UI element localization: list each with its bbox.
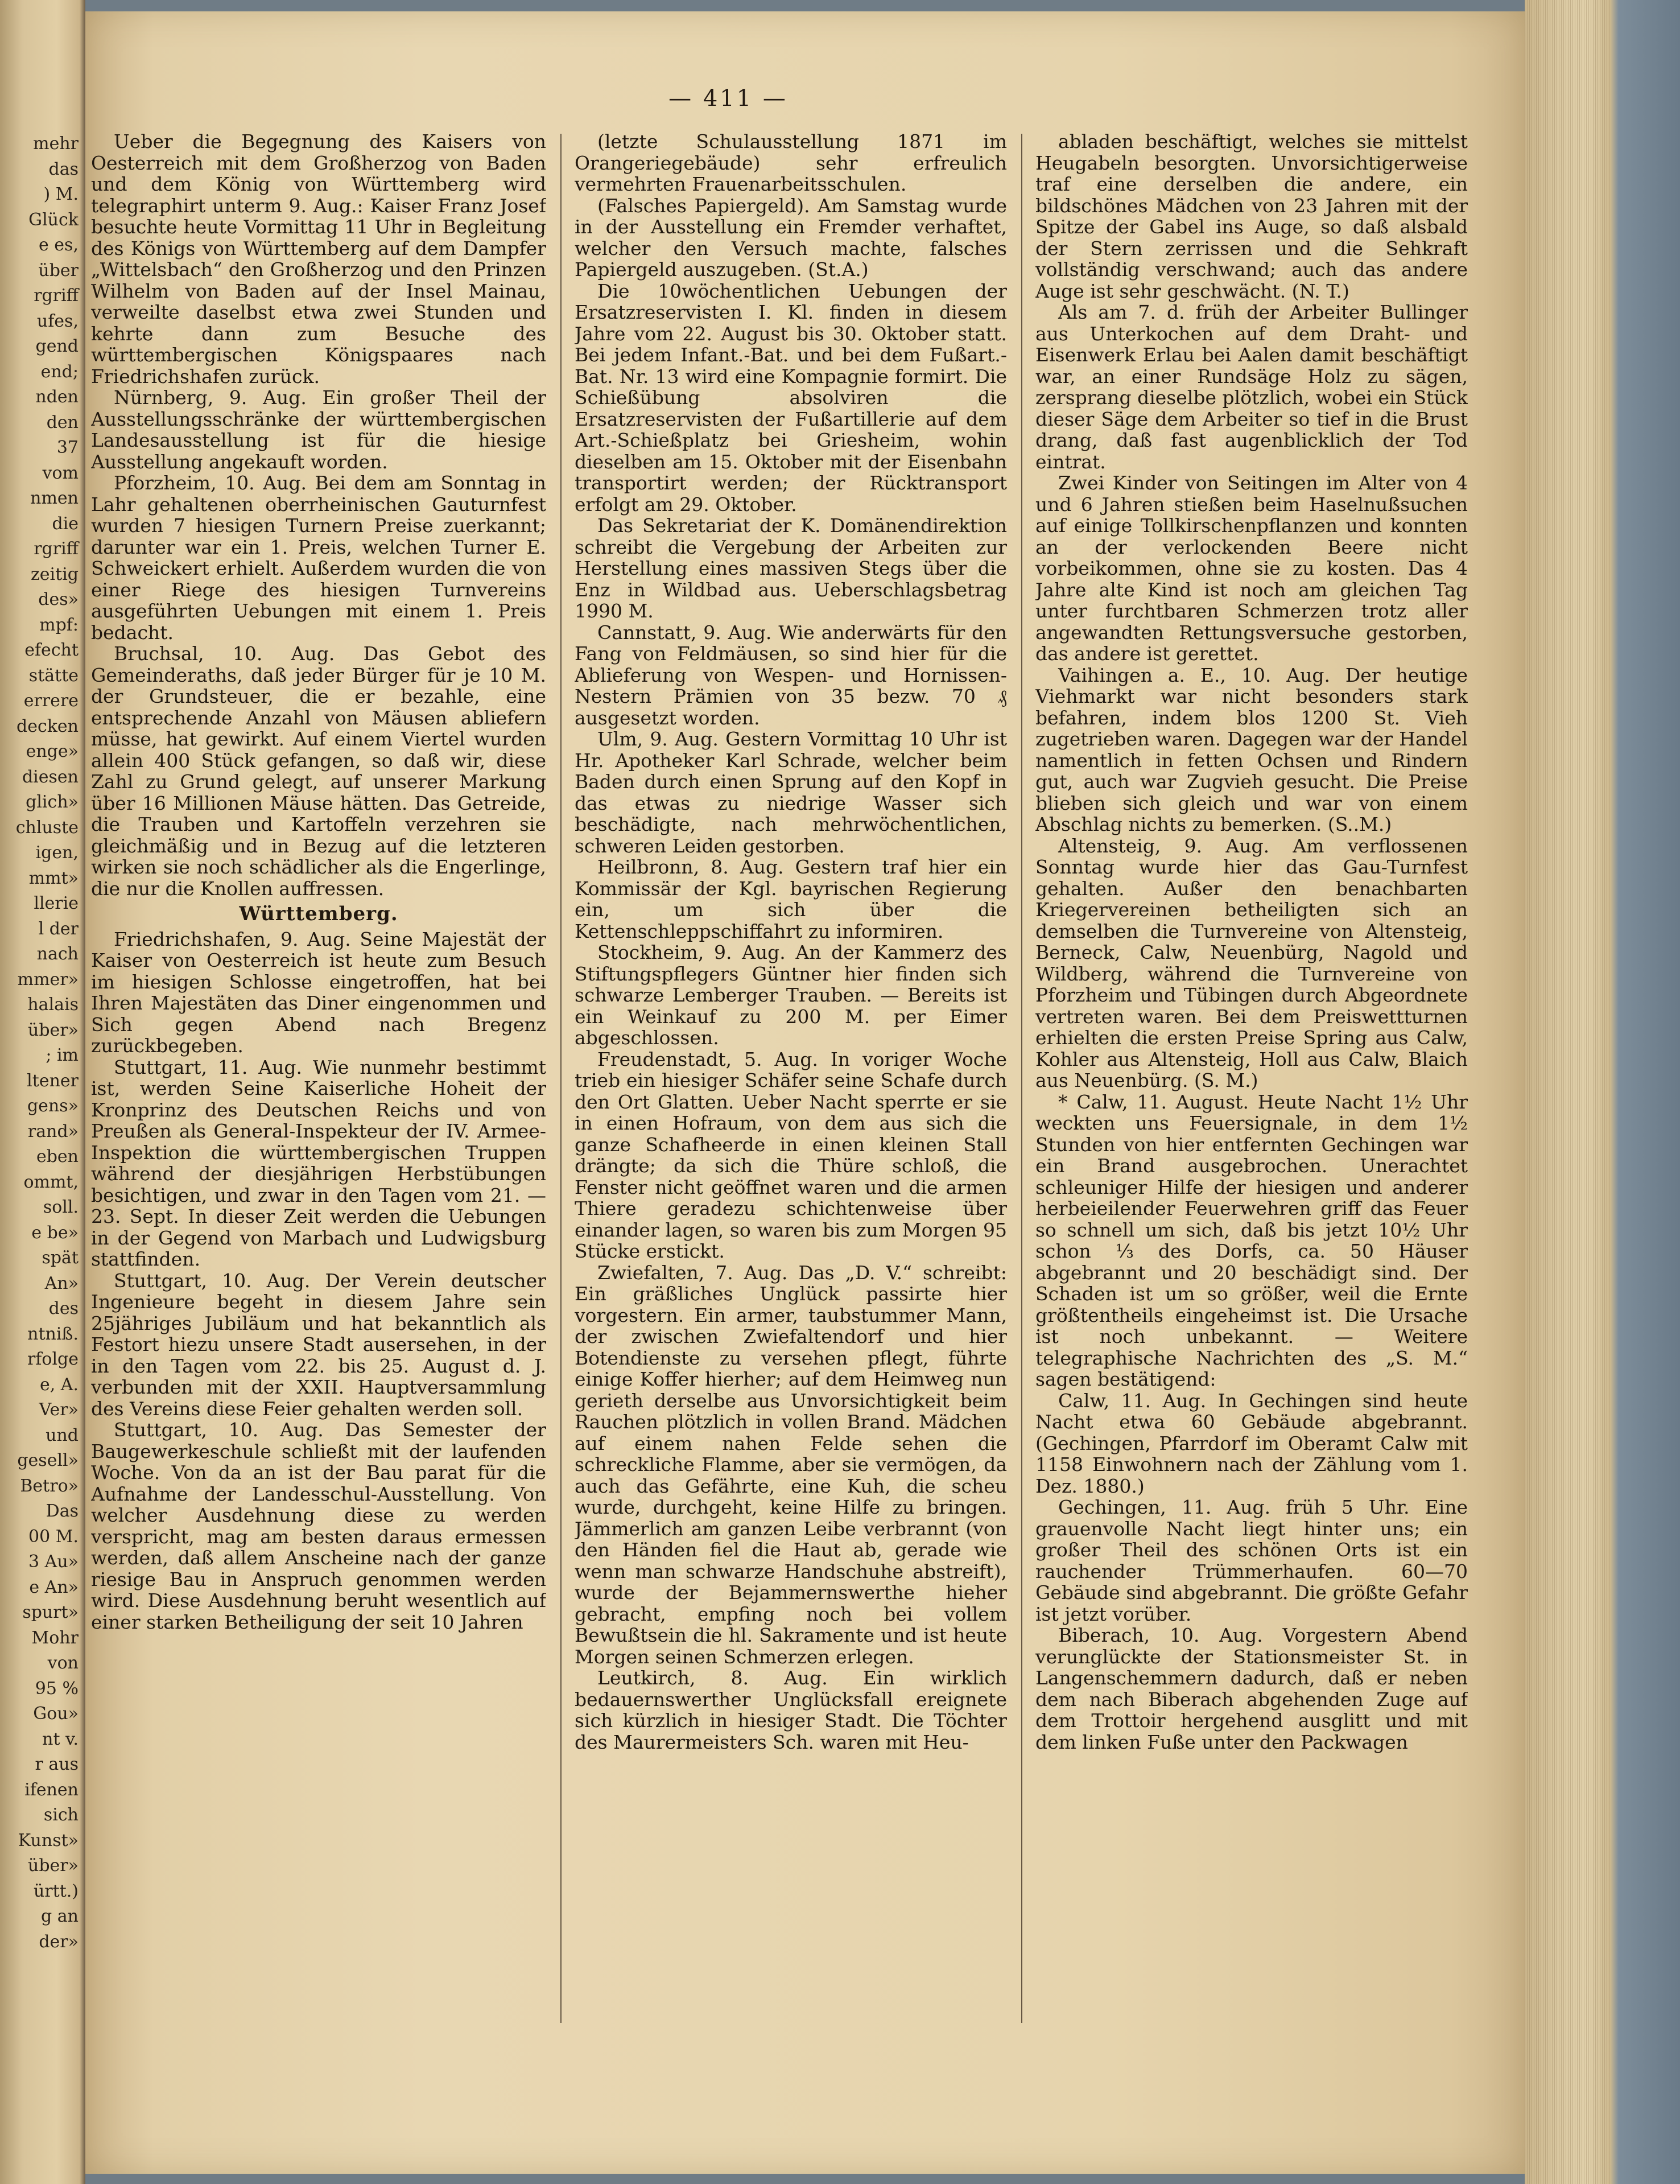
margin-fragment: llerie (34, 893, 79, 913)
column-3 (1035, 131, 1468, 2026)
margin-fragment: mmer» (17, 969, 79, 990)
book-binding-edge (1525, 0, 1680, 2184)
margin-fragment: den (46, 412, 79, 432)
column-1 (91, 131, 546, 2026)
margin-fragment: des (48, 1299, 79, 1318)
margin-fragment: errere (23, 691, 79, 711)
article-paragraph: Biberach, 10. Aug. Vorgestern Abend verunglückte der Stationsmeister St. in Langenschemmern dadurch, daß er neben dem nach Biberach abgehenden Zuge auf dem Trottoir hergehend ausglitt und mit dem linken Fuße unter den Packwagen (1035, 1624, 1468, 1753)
margin-fragment: rfolge (27, 1349, 79, 1369)
newspaper-page (85, 11, 1525, 2174)
article-paragraph: Das Sekretariat der K. Domänendirektion schreibt die Vergebung der Arbeiten zur Herstellung eines massiven Stegs über die Enz in Wildbad aus. Ueberschlagsbetrag 1990 M. (575, 514, 1007, 622)
margin-fragment: 00 M. (28, 1526, 79, 1547)
margin-fragment: über» (28, 1856, 79, 1876)
article-paragraph: Altensteig, 9. Aug. Am verflossenen Sonntag wurde hier das Gau-Turnfest gehalten. Außer den benachbarten Kriegervereinen betheiligten sich an demselben die Turnvereine von Altensteig, Berneck, Calw, Neuenbürg, Nagold und Wildberg, während die Turnvereine von Pforzheim und Tübingen durch Abgeordnete vertreten waren. Bei dem Preiswettturnen erhielten die ersten Preise Spring aus Calw, Kohler aus Altensteig, Holl aus Calw, Blaich aus Neuenbürg. (S. M.) (1035, 834, 1468, 1091)
margin-fragment: ifenen (24, 1779, 79, 1800)
margin-fragment: ) M. (43, 184, 79, 204)
margin-fragment: ntniß. (27, 1324, 79, 1344)
margin-fragment: efecht (24, 640, 79, 660)
article-paragraph: Die 10wöchentlichen Uebungen der Ersatzreservisten I. Kl. finden in diesem Jahre vom 22. August bis 30. Oktober statt. Bei jedem Infant.-Bat. und bei dem Fußart.-Bat. Nr. 13 wird eine Kompagnie formirt. Die Schießübung absolviren die Ersatzreservisten der Fußartillerie auf dem Art.-Schießplatz bei Griesheim, wohin dieselben am 15. Oktober mit der Eisenbahn transportirt werden; der Rücktransport erfolgt am 29. Oktober. (575, 279, 1007, 516)
margin-fragment: An» (44, 1273, 79, 1293)
article-paragraph: Stuttgart, 11. Aug. Wie nunmehr bestimmt ist, werden Seine Kaiserliche Hoheit der Kronprinz des Deutschen Reichs und von Preußen als General-Inspekteur der IV. Armee-Inspektion die württembergischen Truppen während der diesjährigen Herbstübungen besichtigen, und zwar in den Tagen vom 21. — 23. Sept. In dieser Zeit werden die Uebungen in der Gegend von Marbach und Ludwigsburg stattfinden. (91, 1056, 546, 1270)
article-paragraph: Friedrichshafen, 9. Aug. Seine Majestät der Kaiser von Oesterreich ist heute zum Besuch im hiesigen Schlosse eingetroffen, hat bei Ihren Majestäten das Diner eingenommen und Sich gegen Abend nach Bregenz zurückbegeben. (91, 928, 546, 1057)
margin-fragment: enge» (26, 741, 79, 761)
margin-fragment: Kunst» (18, 1830, 79, 1851)
margin-fragment: igen, (35, 843, 79, 863)
margin-fragment: Ver» (39, 1400, 79, 1420)
margin-fragment: decken (16, 716, 79, 736)
margin-fragment: Mohr (31, 1627, 79, 1648)
margin-fragment: glich» (26, 792, 79, 812)
article-paragraph: (letzte Schulausstellung 1871 im Orangeriegebäude) sehr erfreulich vermehrten Frauenarbeitsschulen. (575, 131, 1007, 195)
margin-fragment: 95 % (35, 1678, 79, 1699)
article-paragraph: Bruchsal, 10. Aug. Das Gebot des Gemeinderaths, daß jeder Bürger für je 10 M. der Grundsteuer, die er bezahle, eine entsprechende Anzahl von Mäusen abliefern müsse, hat gewirkt. Auf einem Viertel wurden allein 400 Stück gefangen, so daß wir, diese Zahl zu Grund gelegt, auf unserer Markung über 16 Millionen Mäuse hätten. Das Getreide, die Trauben und Kartoffeln verzehren sie gleichmäßig und in Bezug auf die letzteren wirken sie noch schädlicher als die Engerlinge, die nur die Knollen auffressen. (91, 642, 546, 900)
margin-fragment: der» (39, 1931, 79, 1952)
margin-fragment: über» (28, 1020, 79, 1040)
margin-fragment: sich (43, 1805, 79, 1825)
margin-fragment: l der (38, 918, 79, 939)
article-paragraph: Calw, 11. Aug. In Gechingen sind heute Nacht etwa 60 Gebäude abgebrannt. (Gechingen, Pfarrdorf im Oberamt Calw mit 1158 Einwohnern nach der Zählung vom 1. Dez. 1880.) (1035, 1389, 1468, 1497)
article-paragraph: Als am 7. d. früh der Arbeiter Bullinger aus Unterkochen auf dem Draht- und Eisenwerk Erlau bei Aalen damit beschäftigt war, an einer Rundsäge Holz zu sägen, zersprang dieselbe plötzlich, wobei ein Stück dieser Säge dem Arbeiter so tief in die Brust drang, daß fast augenblicklich der Tod eintrat. (1035, 301, 1468, 473)
margin-fragment: nmen (30, 488, 79, 508)
margin-fragment: ufes, (36, 311, 79, 331)
article-paragraph: Leutkirch, 8. Aug. Ein wirklich bedauernswerther Unglücksfall ereignete sich kürzlich in hiesiger Stadt. Die Töchter des Maurermeisters Sch. waren mit Heu- (575, 1667, 1007, 1753)
margin-fragment: des» (38, 590, 79, 609)
margin-fragment: Glück (28, 209, 79, 230)
margin-fragment: gens» (27, 1096, 79, 1116)
article-paragraph: abladen beschäftigt, welches sie mittelst Heugabeln besorgten. Unvorsichtigerweise traf eine derselben die andere, ein bildschönes Mädchen von 23 Jahren mit der Spitze der Gabel ins Auge, so daß alsbald der Stern zerrissen und die Sehkraft vollständig verschwand; auch das andere Auge ist sehr geschwächt. (N. T.) (1035, 131, 1468, 302)
article-paragraph: Gechingen, 11. Aug. früh 5 Uhr. Eine grauenvolle Nacht liegt hinter uns; ein großer Theil des schönen Orts ist ein rauchender Trümmerhaufen. 60—70 Gebäude sind abgebrannt. Die größte Gefahr ist jetzt vorüber. (1035, 1496, 1468, 1625)
margin-fragment: stätte (28, 665, 79, 686)
margin-fragment: Betro» (20, 1476, 79, 1496)
margin-fragment: end; (40, 361, 79, 382)
margin-fragment: 37 (56, 438, 79, 458)
article-paragraph: Zwei Kinder von Seitingen im Alter von 4 und 6 Jahren stießen beim Haselnußsuchen auf einige Tollkirschenpflanzen und konnten an der verlockenden Beere nicht vorbeikommen, ohne sie zu kosten. Das 4 Jahre alte Kind ist noch am gleichen Tag unter furchtbaren Schmerzen trotz aller angewandten Rettungsversuche gestorben, das andere ist gerettet. (1035, 472, 1468, 665)
margin-fragment: Das (46, 1501, 79, 1521)
margin-fragment: diesen (22, 767, 79, 787)
article-paragraph: Ulm, 9. Aug. Gestern Vormittag 10 Uhr ist Hr. Apotheker Karl Schrade, welcher beim Baden durch einen Sprung auf den Kopf in das etwas zu niedrige Wasser sich beschädigte, nach mehrwöchentlichen, schweren Leiden gestorben. (575, 728, 1007, 857)
article-paragraph: Stockheim, 9. Aug. An der Kammerz des Stiftungspflegers Güntner hier finden sich schwarze Lemberger Trauben. — Bereits ist ein Weinkauf zu 200 M. per Eimer abgeschlossen. (575, 941, 1007, 1049)
article-paragraph: Vaihingen a. E., 10. Aug. Der heutige Viehmarkt war nicht besonders stark befahren, indem blos 1200 St. Vieh zugetrieben waren. Dagegen war der Handel namentlich in fetten Ochsen und Rindern gut, auch war Zugvieh gesucht. Die Preise blieben sich gleich und war von einem Abschlag nichts zu bemerken. (S..M.) (1035, 664, 1468, 835)
margin-fragment: halais (27, 995, 79, 1015)
article-paragraph: Nürnberg, 9. Aug. Ein großer Theil der Ausstellungsschränke der württembergischen Landesausstellung ist für die hiesige Ausstellung angekauft worden. (91, 386, 546, 473)
article-paragraph: Ueber die Begegnung des Kaisers von Oesterreich mit dem Großherzog von Baden und dem König von Württemberg wird telegraphirt unterm 9. Aug.: Kaiser Franz Josef besuchte heute Vormittag 11 Uhr in Begleitung des Königs von Württemberg auf dem Dampfer „Wittelsbach“ den Großherzog und den Prinzen Wilhelm von Baden auf der Insel Mainau, verweilte daselbst etwa zwei Stunden und kehrte dann zum Besuche des württembergischen Königspaares nach Friedrichshafen zurück. (91, 131, 546, 388)
margin-fragment: mmt» (28, 868, 79, 888)
margin-fragment: r aus (35, 1754, 79, 1774)
page-number: — 411 — (668, 85, 788, 112)
margin-fragment: e, A. (39, 1374, 79, 1395)
margin-fragment: über (38, 260, 79, 281)
margin-fragment: e es, (39, 235, 79, 255)
margin-fragment: gesell» (17, 1450, 79, 1470)
article-paragraph: * Calw, 11. August. Heute Nacht 1½ Uhr weckten uns Feuersignale, in dem 1½ Stunden von hier entfernten Gechingen war ein Brand ausgebrochen. Unerachtet schleuniger Hilfe der hiesigen und anderer herbeieilender Feuerwehren griff das Feuer so schnell um sich, daß bis jetzt 10½ Uhr schon ⅓ des Dorfs, ca. 50 Häuser abgebrannt und 20 beschädigt sind. Der Schaden ist um so größer, weil die Ernte größtentheils eingeheimst ist. Die Ursache ist noch unbekannt. — Weitere telegraphische Nachrichten des „S. M.“ sagen bestätigend: (1035, 1090, 1468, 1390)
margin-fragment: rgriff (34, 286, 79, 306)
margin-fragment: mehr (33, 134, 79, 154)
margin-fragment: von (47, 1653, 79, 1673)
margin-fragment: gend (35, 336, 79, 356)
article-paragraph: Zwiefalten, 7. Aug. Das „D. V.“ schreibt: Ein gräßliches Unglück passirte hier vorgestern. Ein armer, taubstummer Mann, der zwischen Zwiefaltendorf und hier Botendienste zu versehen pflegt, führte einige Koffer hierher; auf dem Heimweg nun gerieth derselbe aus Unvorsichtigkeit beim Rauchen plötzlich in vollen Brand. Mädchen auf einem nahen Felde sehen die schreckliche Flamme, aber sie vermögen, da auch das Gefährte, eine Kuh, die scheu wurde, durchgeht, keine Hilfe zu bringen. Jämmerlich am ganzen Leibe verbrannt (von den Händen fiel die Haut ab, gerade wie wenn man schwarze Handschuhe abstreift), wurde der Bejammernswerthe hieher gebracht, empfing noch bei vollem Bewußtsein die hl. Sakramente und ist heute Morgen seinen Schmerzen erlegen. (575, 1261, 1007, 1668)
margin-fragment: soll. (43, 1197, 79, 1217)
margin-fragment: das (48, 159, 79, 179)
margin-fragment: eben (36, 1147, 79, 1167)
margin-fragment: und (46, 1425, 79, 1445)
margin-fragment: ürtt.) (33, 1881, 79, 1901)
article-paragraph: Heilbronn, 8. Aug. Gestern traf hier ein Kommissär der Kgl. bayrischen Regierung ein, um sich über die Kettenschleppschiffahrt zu informiren. (575, 856, 1007, 942)
margin-fragment: spät (42, 1248, 79, 1268)
margin-fragment: mpf: (39, 615, 79, 635)
margin-fragment: ommt, (23, 1172, 79, 1192)
margin-fragment: Gou» (33, 1704, 79, 1724)
margin-fragment: chluste (15, 817, 79, 838)
margin-fragment: zeitig (30, 564, 79, 584)
margin-fragment: nt v. (42, 1729, 79, 1749)
margin-fragment: ; im (46, 1045, 79, 1065)
margin-fragment: 3 Au» (28, 1552, 79, 1572)
article-paragraph: Stuttgart, 10. Aug. Das Semester der Baugewerkeschule schließt mit der laufenden Woche. Von da an ist der Bau parat für die Aufnahme der Landesschul-Ausstellung. Von welcher Ausdehnung diese zu werden verspricht, mag am besten daraus ermessen werden, daß allem Anscheine nach der ganze riesige Bau in Anspruch genommen werden wird. Diese Ausdehnung beruht wesentlich auf einer starken Betheiligung der seit 10 Jahren (91, 1419, 546, 1633)
margin-fragment: e An» (29, 1577, 79, 1597)
article-paragraph: Pforzheim, 10. Aug. Bei dem am Sonntag in Lahr gehaltenen oberrheinischen Gauturnfest wurden 7 hiesigen Turnern Preise zuerkannt; darunter war ein 1. Preis, welchen Turner E. Schweickert erhielt. Außerdem wurden die von einer Riege des hiesigen Turnvereins ausgeführten Uebungen mit einem 1. Preis bedacht. (91, 472, 546, 644)
article-paragraph: Stuttgart, 10. Aug. Der Verein deutscher Ingenieure begeht in diesem Jahre sein 25jähriges Jubiläum und hat bekanntlich als Festort hiezu unsere Stadt ausersehen, in der in den Tagen vom 22. bis 25. August d. J. verbunden mit der XXII. Hauptversammlung des Vereins diese Feier gehalten werden soll. (91, 1269, 546, 1420)
margin-fragment: vom (42, 463, 79, 483)
article-paragraph: Freudenstadt, 5. Aug. In voriger Woche trieb ein hiesiger Schäfer seine Schafe durch den Ort Glatten. Ueber Nacht sperrte er sie in einen Hofraum, von dem aus sich die ganze Schafheerde in einen kleinen Stall drängte; da sich die Thüre schloß, die Fenster nicht geöffnet waren und die armen Thiere geradezu schichtenweise über einander lagen, so waren bis zum Morgen 95 Stücke erstickt. (575, 1048, 1007, 1262)
margin-fragment: nach (36, 944, 79, 964)
margin-fragment: nden (35, 387, 79, 407)
margin-fragment: rgriff (34, 539, 79, 559)
margin-fragment: ltener (27, 1070, 79, 1091)
section-heading: Württemberg. (239, 903, 398, 925)
margin-fragment: die (52, 513, 79, 534)
margin-fragment: rand» (27, 1121, 79, 1142)
article-paragraph: Cannstatt, 9. Aug. Wie anderwärts für den Fang von Feldmäusen, so sind hier für die Ablieferung von Wespen- und Hornissen-Nestern Prämien von 35 bezw. 70 ₰ ausgesetzt worden. (575, 621, 1007, 729)
article-paragraph: (Falsches Papiergeld). Am Samstag wurde in der Ausstellung ein Fremder verhaftet, welcher den Versuch machte, falsches Papiergeld auszugeben. (St.A.) (575, 194, 1007, 281)
previous-page-edge (0, 0, 85, 2184)
margin-fragment: spurt» (22, 1602, 79, 1622)
column-rule (560, 134, 562, 2023)
margin-fragment: g an (41, 1906, 79, 1926)
column-rule (1021, 134, 1022, 2023)
margin-fragment: e be» (31, 1222, 79, 1243)
column-2 (575, 131, 1007, 2026)
